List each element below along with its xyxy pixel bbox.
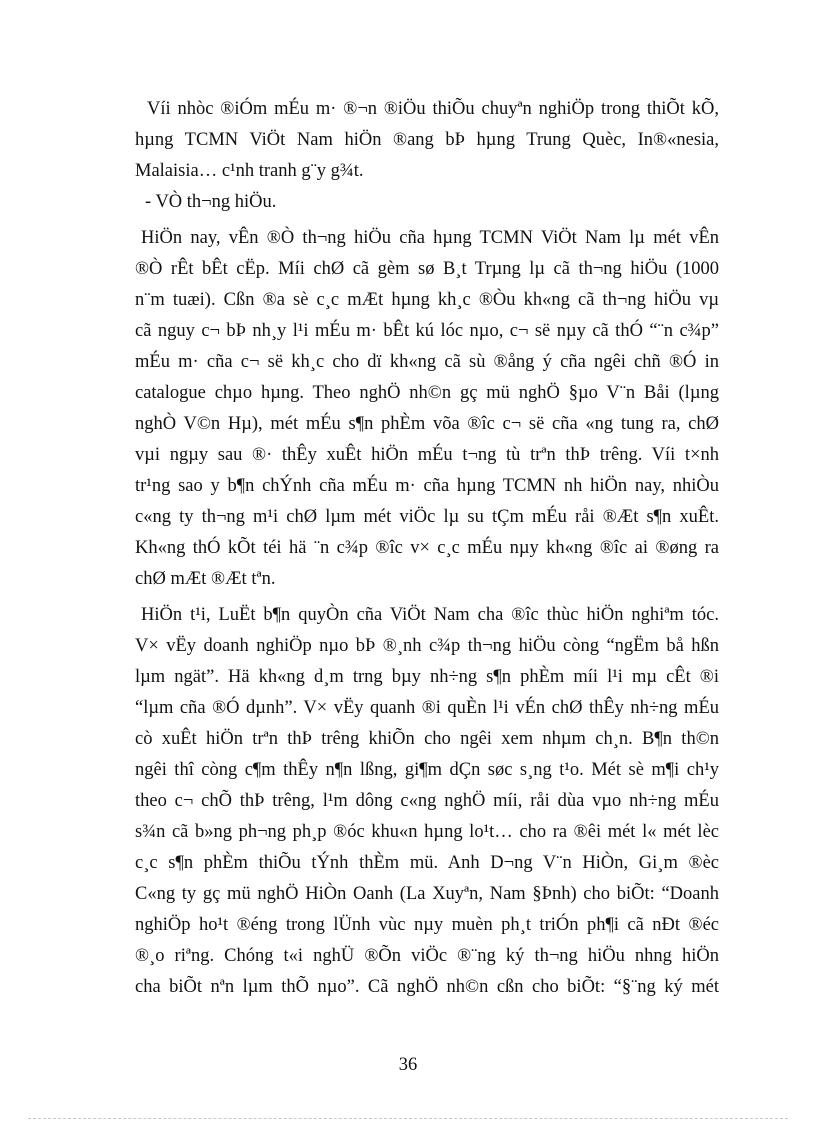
text-line: ngêi thî còng c¶m thÊy n¶n lßng, gi¶m dÇn søc s¸ng t¹o. Mét sè m¶i ch¹y	[135, 760, 719, 780]
text-line: theo c¬ chÕ thÞ trêng, l¹m dông c«ng nghÖ míi, råi dùa vµo nh÷ng mÉu	[135, 791, 719, 811]
text-line: chØ mÆt ®Æt tªn.	[135, 569, 276, 589]
text-line: cha biÕt nªn lµm thÕ nµo”. Cã nghÖ nh©n cßn cho biÕt: “§¨ng ký mét	[135, 977, 719, 997]
text-line: nghÒ V©n Hµ), mét mÉu s¶n phÈm võa ®îc c¬ së cña «ng tung ra, chØ	[135, 414, 719, 434]
text-line: ®Ò rÊt bÊt cËp. Míi chØ cã gèm sø B¸t Trµng lµ cã th¬ng hiÖu (1000	[135, 259, 719, 279]
text-line: mÉu m· cña c¬ së kh¸c cho dï kh«ng cã sù ®ång ý cña ngêi chñ ®Ó in	[135, 352, 719, 372]
page-number: 36	[398, 1055, 418, 1075]
text-line: C«ng ty gç mü nghÖ HiÒn Oanh (La Xuyªn, Nam §Þnh) cho biÕt: “Doanh	[135, 884, 719, 904]
text-line: hµng TCMN ViÖt Nam hiÖn ®ang bÞ hµng Trung Quèc, In®«nesia,	[135, 130, 719, 150]
text-line: c«ng ty th¬ng m¹i chØ lµm mét viÖc lµ su tÇm mÉu råi ®Æt s¶n xuÊt.	[135, 507, 719, 527]
text-line: Malaisia… c¹nh tranh g¨y g¾t.	[135, 161, 364, 181]
text-line: V× vËy doanh nghiÖp nµo bÞ ®¸nh c¾p th¬ng hiÖu còng “ngËm bå hßn	[135, 636, 719, 656]
text-line: - VÒ th¬ng hiÖu.	[145, 192, 277, 212]
text-line: c¸c s¶n phÈm thiÕu tÝnh thÈm mü. Anh D¬ng V¨n HiÒn, Gi¸m ®èc	[135, 853, 719, 873]
text-line: nghiÖp ho¹t ®éng trong lÜnh vùc nµy muèn ph¸t triÓn ph¶i cã nÐt ®éc	[135, 915, 719, 935]
text-line: Víi nhòc ®iÓm mÉu m· ®¬n ®iÖu thiÕu chuyªn nghiÖp trong thiÕt kÕ,	[147, 99, 719, 119]
text-line: “lµm cña ®Ó dµnh”. V× vËy quanh ®i quÈn l¹i vÉn chØ thÊy nh÷ng mÉu	[135, 698, 719, 718]
text-line: cò xuÊt hiÖn trªn thÞ trêng khiÕn cho ngêi xem nhµm ch¸n. B¶n th©n	[135, 729, 719, 749]
text-line: catalogue chµo hµng. Theo nghÖ nh©n gç mü nghÖ §µo V¨n Båi (lµng	[135, 383, 719, 403]
text-line: n¨m tuæi). Cßn ®a sè c¸c mÆt hµng kh¸c ®Òu kh«ng cã th¬ng hiÖu vµ	[135, 290, 719, 310]
text-line: s¾n cã b»ng ph¬ng ph¸p ®óc khu«n hµng lo¹t… cho ra ®êi mét l« mét lèc	[135, 822, 719, 842]
text-line: HiÖn t¹i, LuËt b¶n quyÒn cña ViÖt Nam cha ®îc thùc hiÖn nghiªm tóc.	[141, 605, 719, 625]
page-separator	[28, 1118, 788, 1119]
text-line: cã nguy c¬ bÞ nh¸y l¹i mÉu m· bÊt kú lóc nµo, c¬ së nµy cã thÓ “¨n c¾p”	[135, 321, 719, 341]
text-line: lµm ngät”. Hä kh«ng d¸m trng bµy nh÷ng s¶n phÈm míi l¹i mµ cÊt ®i	[135, 667, 719, 687]
text-line: tr¹ng sao y b¶n chÝnh cña mÉu m· cña hµng TCMN nh hiÖn nay, nhiÒu	[135, 476, 719, 496]
text-line: Kh«ng thÓ kÕt téi hä ¨n c¾p ®îc v× c¸c mÉu nµy kh«ng ®îc ai ®øng ra	[135, 538, 719, 558]
text-line: ®¸o riªng. Chóng t«i nghÜ ®Õn viÖc ®¨ng ký th¬ng hiÖu nhng hiÖn	[135, 946, 719, 966]
text-line: vµi ngµy sau ®· thÊy xuÊt hiÖn mÉu t¬ng tù trªn thÞ trêng. Víi t×nh	[135, 445, 719, 465]
text-line: HiÖn nay, vÊn ®Ò th¬ng hiÖu cña hµng TCMN ViÖt Nam lµ mét vÊn	[141, 228, 719, 248]
